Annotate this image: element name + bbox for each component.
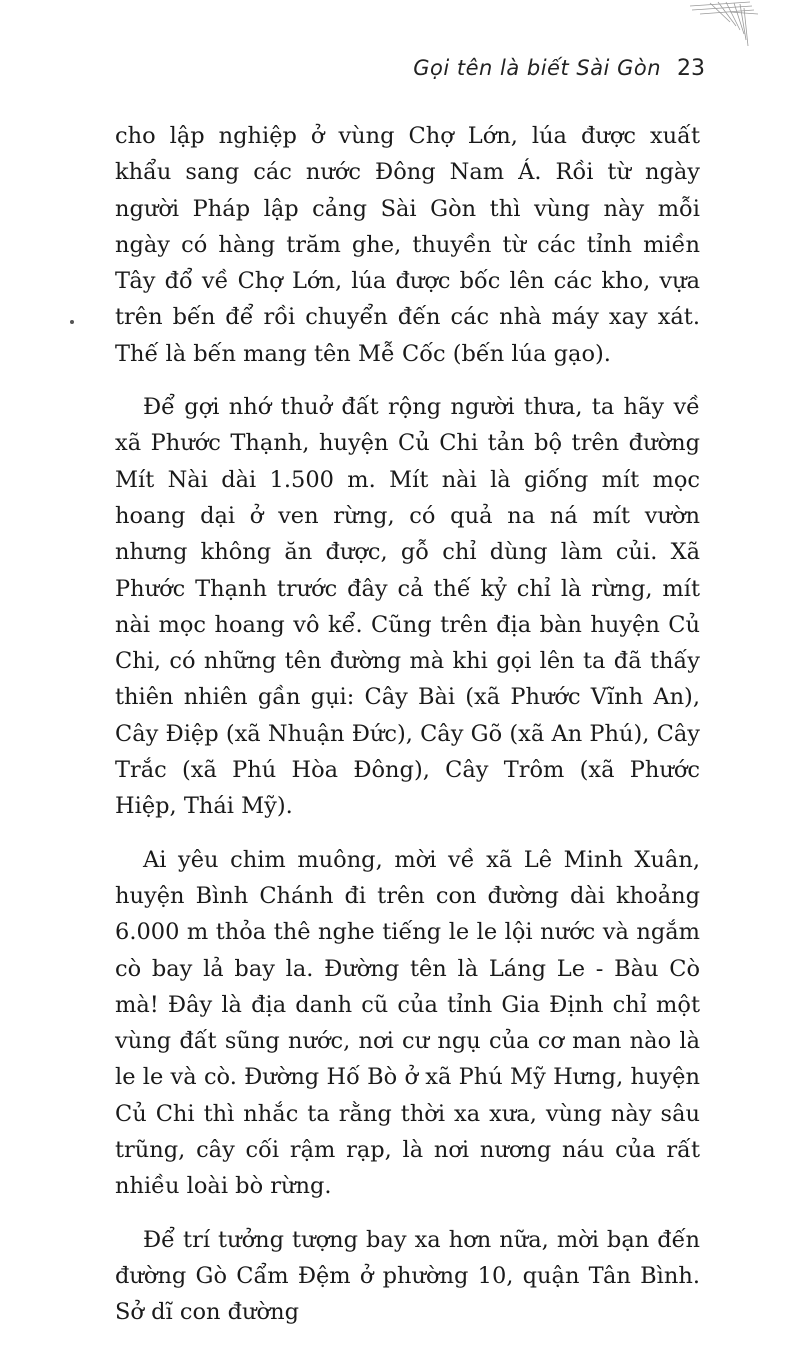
page-number: 23 [677,56,705,81]
palm-leaf-decoration [670,0,760,60]
paragraph: Ai yêu chim muông, mời về xã Lê Minh Xuân, huyện Bình Chánh đi trên con đường dài khoảng 6.000 m thỏa thê nghe tiếng le le lội nước và ngắm cò bay lả bay la. Đường tên là Láng Le - Bàu Cò mà! Đây là địa danh cũ của tỉnh Gia Định chỉ một vùng đất sũng nước, nơi cư ngụ của cơ man nào là le le và cò. Đường Hố Bò ở xã Phú Mỹ Hưng, huyện Củ Chi thì nhắc ta rằng thời xa xưa, vùng này sâu trũng, cây cối rậm rạp, là nơi nương náu của rất nhiều loài bò rừng. [115,846,700,1200]
paragraph: Để trí tưởng tượng bay xa hơn nữa, mời bạn đến đường Gò Cẩm Đệm ở phường 10, quận Tân Bình. Sở dĩ con đường [115,1226,700,1326]
running-title: Gọi tên là biết Sài Gòn [413,56,661,80]
paragraph: Để gợi nhớ thuở đất rộng người thưa, ta hãy về xã Phước Thạnh, huyện Củ Chi tản bộ trên đường Mít Nài dài 1.500 m. Mít nài là giống mít mọc hoang dại ở ven rừng, có quả na ná mít vườn nhưng không ăn được, gỗ chỉ dùng làm củi. Xã Phước Thạnh trước đây cả thế kỷ chỉ là rừng, mít nài mọc hoang vô kể. Cũng trên địa bàn huyện Củ Chi, có những tên đường mà khi gọi lên ta đã thấy thiên nhiên gần gụi: Cây Bài (xã Phước Vĩnh An), Cây Điệp (xã Nhuận Đức), Cây Gõ (xã An Phú), Cây Trắc (xã Phú Hòa Đông), Cây Trôm (xã Phước Hiệp, Thái Mỹ). [115,394,700,820]
paragraph: cho lập nghiệp ở vùng Chợ Lớn, lúa được xuất khẩu sang các nước Đông Nam Á. Rồi từ ngày người Pháp lập cảng Sài Gòn thì vùng này mỗi ngày có hàng trăm ghe, thuyền từ các tỉnh miền Tây đổ về Chợ Lớn, lúa được bốc lên các kho, vựa trên bến để rồi chuyển đến các nhà máy xay xát. Thế là bến mang tên Mễ Cốc (bến lúa gạo). [115,123,700,367]
margin-dot [70,320,74,324]
body-text [115,118,700,1348]
running-header [413,56,705,81]
